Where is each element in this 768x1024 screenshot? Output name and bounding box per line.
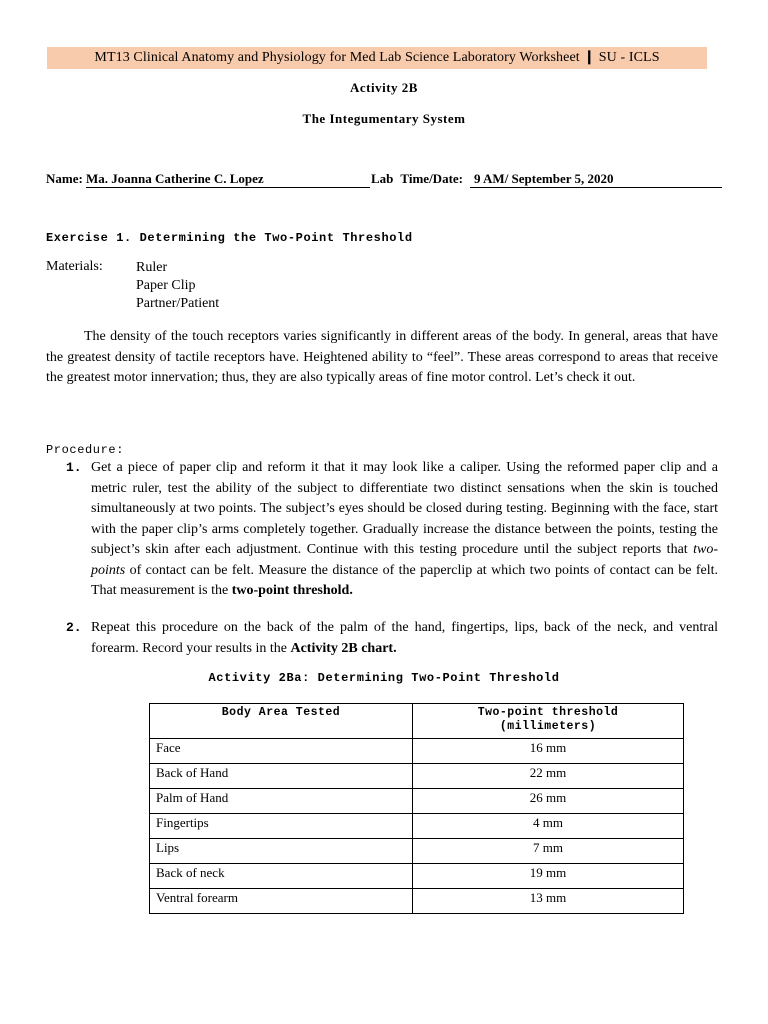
body-area-cell: Ventral forearm (150, 889, 413, 914)
step-text: Repeat this procedure on the back of the palm of the hand, fingertips, lips, back of the neck, and ventral forearm. Record your results in the Activity 2B chart. (91, 620, 718, 656)
table-title: Activity 2Ba: Determining Two-Point Threshold (208, 671, 560, 685)
table-row (150, 739, 684, 764)
materials-label: Materials: (46, 259, 103, 274)
column-header-threshold: Two-point threshold (millimeters) (413, 704, 684, 739)
threshold-cell: 7 mm (413, 839, 684, 864)
threshold-cell: 22 mm (413, 764, 684, 789)
threshold-cell: 4 mm (413, 814, 684, 839)
exercise-title: Exercise 1. Determining the Two-Point Threshold (46, 231, 413, 245)
table-row (150, 839, 684, 864)
lab-value: 9 AM/ September 5, 2020 (474, 171, 614, 186)
table-header-row (150, 704, 684, 739)
threshold-cell: 13 mm (413, 889, 684, 914)
procedure-label: Procedure: (46, 443, 125, 457)
body-area-cell: Back of neck (150, 864, 413, 889)
lab-label: Lab Time/Date: (371, 171, 463, 186)
materials-list (136, 259, 219, 313)
threshold-cell: 19 mm (413, 864, 684, 889)
body-area-cell: Lips (150, 839, 413, 864)
table-row (150, 764, 684, 789)
table-row (150, 889, 684, 914)
step-text: Get a piece of paper clip and reform it that it may look like a caliper. Using the reformed paper clip and a metric ruler, test the ability of the subject to differentiate two distinct sensations when the skin is touched simultaneously at two points. The subject’s eyes should be closed during testing. Beginning with the face, start with the paper clip’s arms completely together. Gradually increase the distance between the points, testing the subject’s skin after each adjustment. Continue with this testing procedure until the subject reports that two-points of contact can be felt. Measure the distance of the paperclip at which two points of contact can be felt. That measurement is the two-point threshold. (91, 460, 718, 598)
procedure-step-1 (66, 458, 718, 602)
table-row (150, 864, 684, 889)
activity-subtitle: The Integumentary System (302, 111, 466, 126)
material-item: Ruler (136, 260, 168, 275)
body-area-cell: Palm of Hand (150, 789, 413, 814)
intro-paragraph: The density of the touch receptors varies significantly in different areas of the body. In general, areas that have the greatest density of tactile receptors have. Heightened ability to “feel”. These areas correspond to areas that receive the greatest motor innervation; thus, they are also typically areas of fine motor control. Let’s check it out. (46, 329, 718, 385)
column-header-area: Body Area Tested (150, 704, 413, 739)
table-row (150, 789, 684, 814)
threshold-cell: 16 mm (413, 739, 684, 764)
body-area-cell: Fingertips (150, 814, 413, 839)
step-number: 2. (66, 620, 82, 635)
results-table (149, 703, 684, 914)
table-row (150, 814, 684, 839)
lab-field (470, 171, 722, 188)
threshold-cell: 26 mm (413, 789, 684, 814)
name-field (86, 171, 370, 188)
body-area-cell: Back of Hand (150, 764, 413, 789)
procedure-step-2 (66, 618, 718, 659)
material-item: Paper Clip (136, 278, 196, 293)
name-value: Ma. Joanna Catherine C. Lopez (86, 171, 264, 186)
activity-title: Activity 2B (350, 80, 418, 95)
name-label: Name: (46, 171, 83, 186)
document-header: MT13 Clinical Anatomy and Physiology for Med Lab Science Laboratory Worksheet ❙ SU - ICLS (47, 47, 707, 69)
step-number: 1. (66, 460, 82, 475)
body-area-cell: Face (150, 739, 413, 764)
material-item: Partner/Patient (136, 296, 220, 311)
